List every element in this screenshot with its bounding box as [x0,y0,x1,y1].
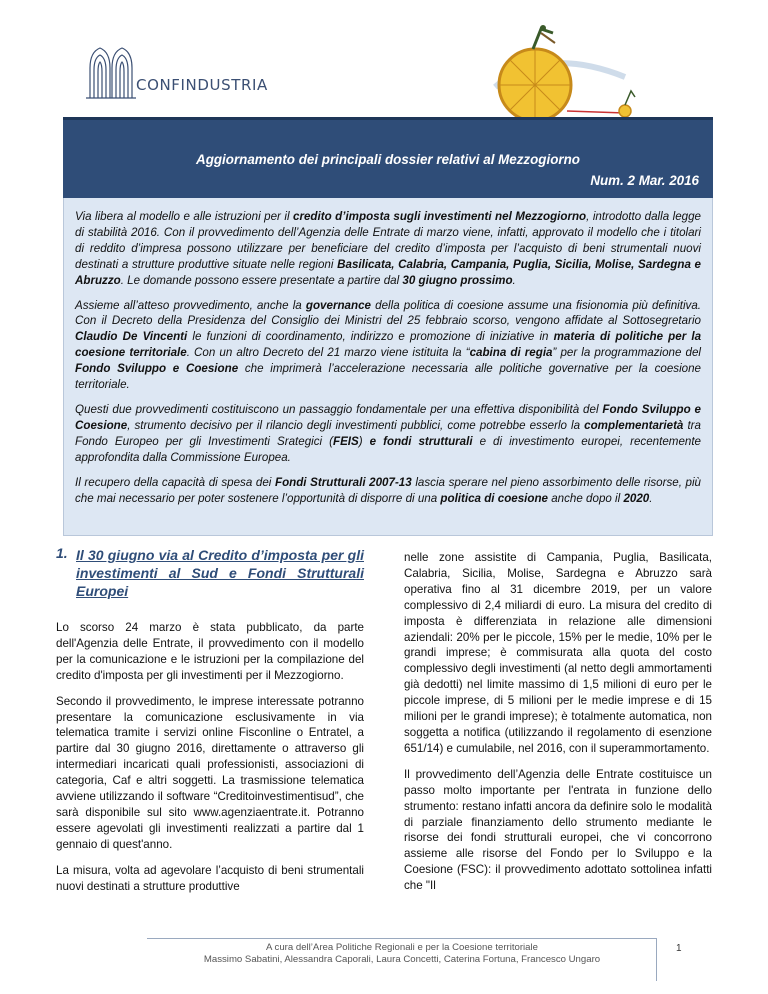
footer-line-2: Massimo Sabatini, Alessandra Caporali, Laura Concetti, Caterina Fortuna, Francesco Ungaro [203,954,601,965]
issue-number: Num. 2 Mar. 2016 [590,173,699,188]
section-heading [56,546,364,600]
document-title: Aggiornamento dei principali dossier relativi al Mezzogiorno [196,152,580,167]
right-column [404,550,712,904]
footer-line-1: A cura dell’Area Politiche Regionali e per la Coesione territoriale [266,942,538,953]
summary-paragraph: Questi due provvedimenti costituiscono un passaggio fondamentale per una effettiva disponibilità del Fondo Sviluppo e Coesione, strumento decisivo per il rilancio degli investimenti pubblici, come potrebbe esserlo la complementarietà tra Fondo Europeo per gli Investimenti Srategici (FEIS) e fondi strutturali e di investimento europei, recentemente approfondita dalla Commissione Europea. [75,402,702,464]
body-paragraph: La misura, volta ad agevolare l’acquisto di beni strumentali nuovi destinati a strutture produttive [56,863,364,893]
body-paragraph: Lo scorso 24 marzo è stata pubblicato, da parte dell'Agenzia delle Entrate, il provvedimento con il modello per la comunicazione e le istruzioni per la compilazione del credito d'imposta per gli investimenti per il Mezzogiorno. [56,621,364,682]
cyclist-illustration [475,25,650,130]
summary-box [63,198,713,536]
footer-credits [147,942,657,966]
section-number: 1. [56,545,68,561]
body-paragraph: Il provvedimento dell’Agenzia delle Entrate costituisce un passo molto importante per l'entrata in funzione dello strumento: restano infatti ancora da definire solo le modalità di parziale finanziamento dello strumento mediante le risorse dei fondi strutturali europei, che vi concorrono assieme alle risorse del Fondo per lo Sviluppo e la Coesione (FSC): il provvedimento adottato sottolinea infatti che "Il [404,767,712,893]
title-banner [63,117,713,198]
summary-paragraph: Via libera al modello e alle istruzioni per il credito d’imposta sugli investimenti nel Mezzogiorno, introdotto dalla legge di stabilità 2016. Con il provvedimento dell’Agenzia delle Entrate di marzo viene, infatti, approvato il modello che i titolari di reddito d’impresa possono utilizzare per beneficiare del credito d’imposta per l’acquisto di beni strumentali nuovi destinati a strutture produttive situate nelle regioni Basilicata, Calabria, Campania, Puglia, Sicilia, Molise, Sardegna e Abruzzo. Le domande possono essere presentate a partire dal 30 giugno prossimo. [75,210,701,287]
left-column [56,545,364,905]
summary-paragraph: Assieme all’atteso provvedimento, anche la governance della politica di coesione assume una fisionomia più definitiva. Con il Decreto della Presidenza del Consiglio dei Ministri del 25 febbraio scorso, vengono affidate al Sottosegretario Claudio De Vincenti le funzioni di coordinamento, indirizzo e promozione di iniziative in materia di politiche per la coesione territoriale. Con un altro Decreto del 21 marzo viene istituita la “cabina di regia” per la programmazione del Fondo Sviluppo e Coesione che imprimerà l’accelerazione necessaria alle politiche governative per la coesione territoriale. [75,298,702,392]
logo-text: CONFINDUSTRIA [136,76,268,94]
page-number: 1 [676,943,682,954]
body-paragraph: nelle zone assistite di Campania, Puglia, Basilicata, Calabria, Sicilia, Molise, Sardegna e Abruzzo sarà operativa fino al 31 dicembre 2019, per un valore complessivo di 2,4 miliardi di euro. La misura del credito di imposta è differenziata in relazione alle dimensioni aziendali: 20% per le piccole, 15% per le medie, 10% per le grandi imprese; è commisurata alla quota del costo complessivo degli investimenti (al netto degli ammortamenti già dedotti) nel limite massimo di 1,5 milioni di euro per le piccole imprese, di 5 milioni per le medie imprese e di 15 milioni per le grandi imprese); è totalmente automatica, non soggetta a notifica (utilizzando il regolamento di esenzione 651/14) e cumulabile, nel 2016, con il superammortamento. [404,551,712,755]
body-paragraph: Secondo il provvedimento, le imprese interessate potranno presentare la comunicazione esclusivamente in via telematica tramite i servizi online Fisconline o Entratel, a partire dal 30 giugno 2016, direttamente o attraverso gli intermediari incaricati quali professionisti, associazioni di categoria, Caf e altri soggetti. La trasmissione telematica avviene utilizzando il software “Creditoinvestimentisud”, che sarà disponibile sul sito www.agenziaentrate.it. Potranno essere agevolati gli investimenti realizzati a partire dal 1 gennaio di quest'anno. [56,694,364,851]
section-title: Il 30 giugno via al Credito d’imposta per gli investimenti al Sud e Fondi Strutturali Europei [76,547,364,599]
footer-divider [147,938,657,939]
summary-paragraph: Il recupero della capacità di spesa dei Fondi Strutturali 2007-13 lascia sperare nel pieno assorbimento delle risorse, più che mai necessario per poter sostenere l’opportunità di disporre di una politica di coesione anche dopo il 2020. [75,475,702,505]
